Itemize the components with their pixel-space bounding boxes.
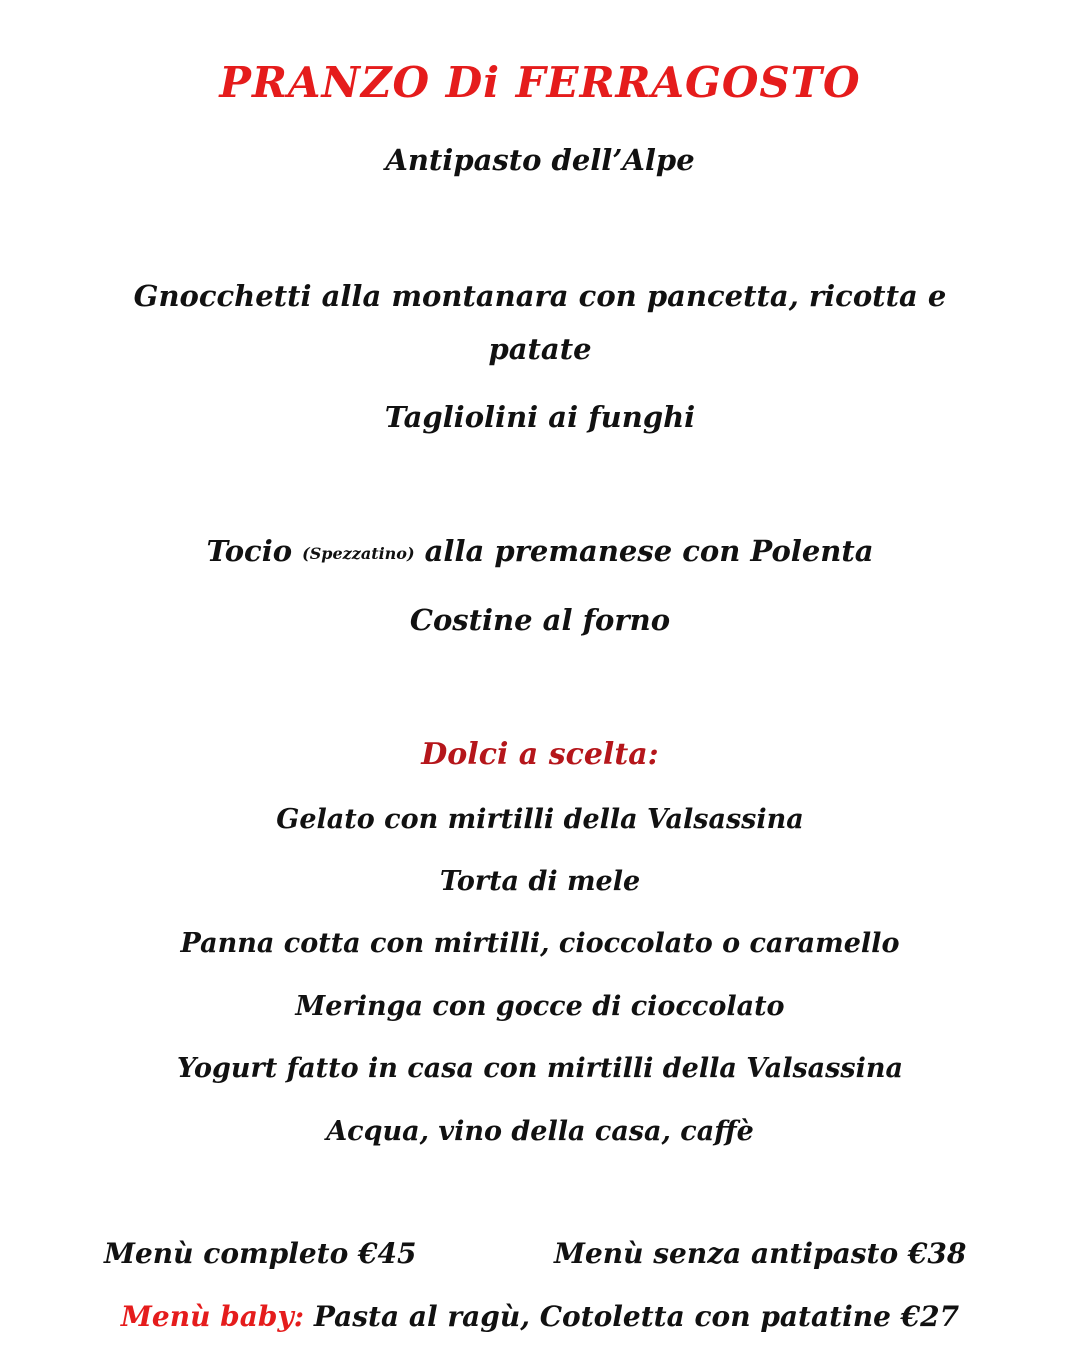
baby-label: Menù baby: bbox=[120, 1300, 305, 1333]
secondo-tocio bbox=[0, 534, 1080, 568]
bevande-item: Acqua, vino della casa, caffè bbox=[326, 1116, 754, 1147]
dessert-item: Panna cotta con mirtilli, cioccolato o caramello bbox=[180, 928, 900, 959]
tocio-description: alla premanese con Polenta bbox=[414, 534, 874, 568]
antipasto-item: Antipasto dell’Alpe bbox=[385, 143, 695, 177]
dessert-item: Gelato con mirtilli della Valsassina bbox=[276, 804, 804, 835]
dessert-item: Yogurt fatto in casa con mirtilli della Valsassina bbox=[177, 1053, 903, 1084]
dessert-item: Torta di mele bbox=[439, 866, 641, 897]
menu-title: PRANZO Di FERRAGOSTO bbox=[219, 58, 861, 107]
price-senza-antipasto: Menù senza antipasto €38 bbox=[554, 1237, 967, 1270]
price-completo: Menù completo €45 bbox=[104, 1237, 417, 1270]
tocio-note: (Spezzatino) bbox=[302, 544, 415, 563]
price-baby bbox=[0, 1300, 1080, 1333]
dessert-item: Meringa con gocce di cioccolato bbox=[295, 991, 785, 1022]
primo-gnocchetti-line1: Gnocchetti alla montanara con pancetta, ricotta e bbox=[133, 279, 947, 313]
primo-tagliolini: Tagliolini ai funghi bbox=[384, 400, 696, 434]
dolci-heading: Dolci a scelta: bbox=[421, 737, 659, 772]
secondo-costine: Costine al forno bbox=[409, 603, 671, 637]
tocio-name: Tocio bbox=[206, 534, 303, 568]
primo-gnocchetti-line2: patate bbox=[488, 332, 592, 366]
baby-description: Pasta al ragù, Cotoletta con patatine €27 bbox=[304, 1300, 960, 1333]
